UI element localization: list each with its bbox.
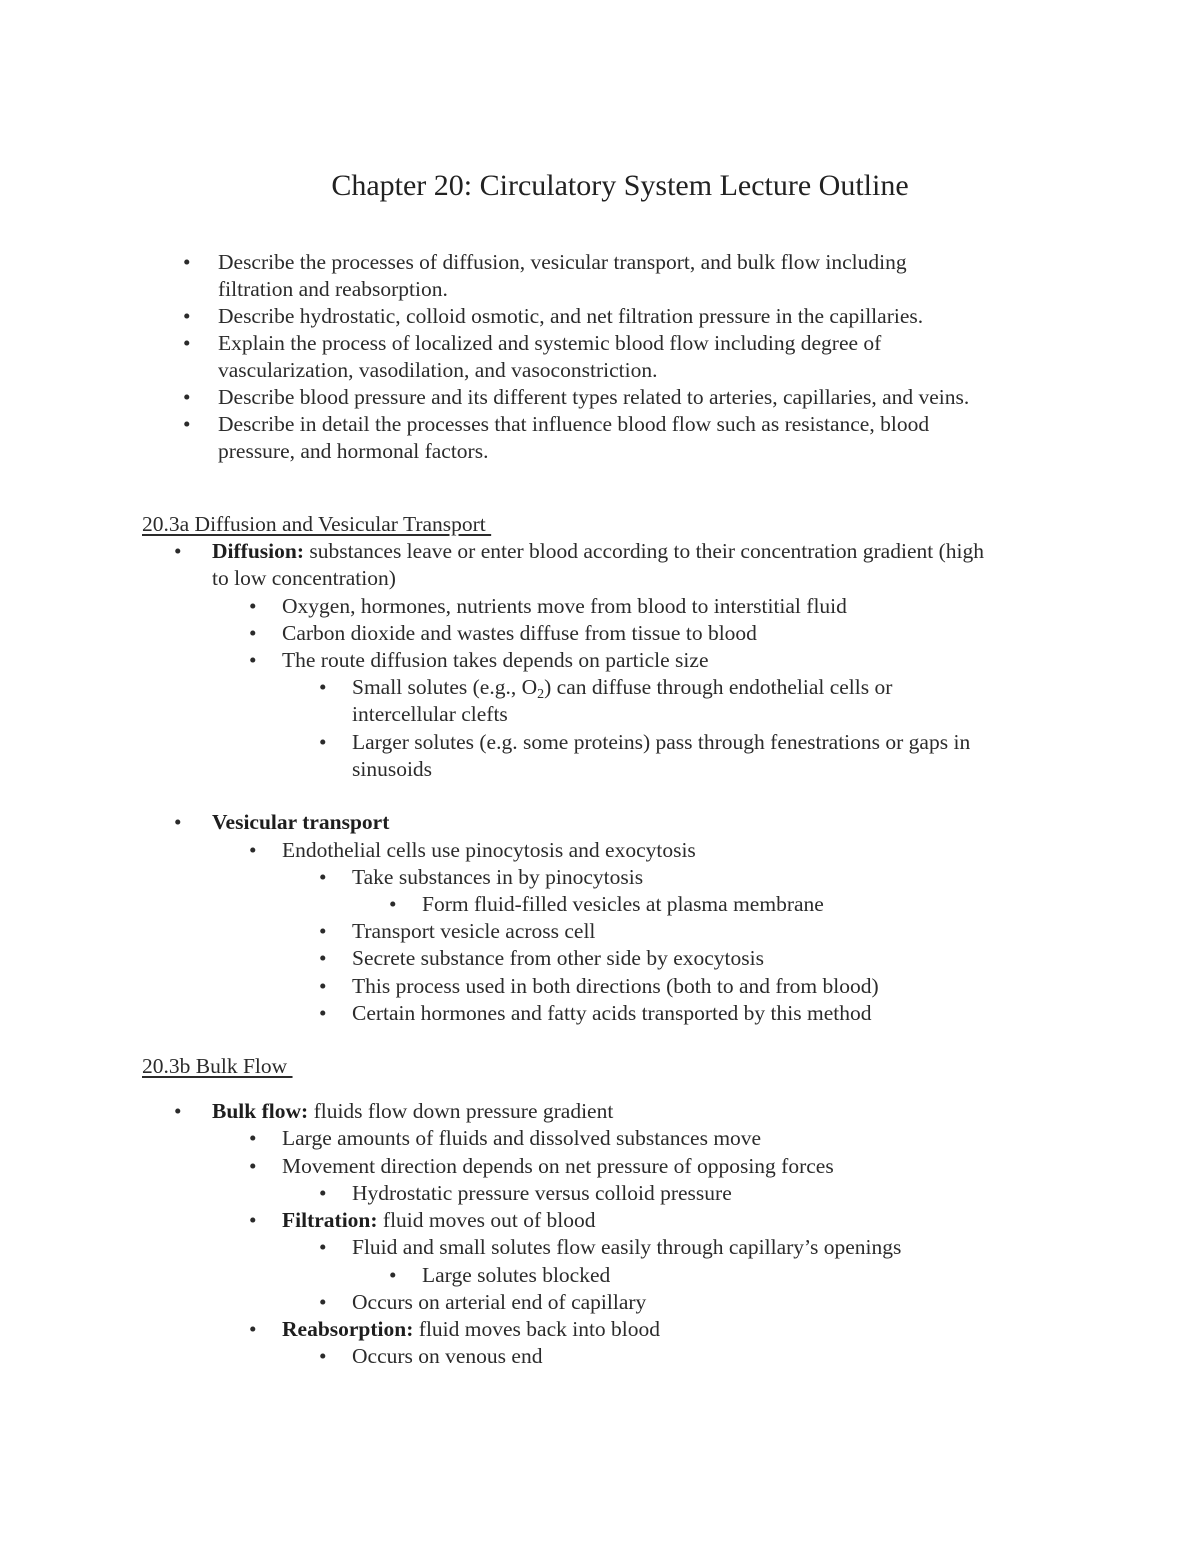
objective-item: • Describe the processes of diffusion, vesicular transport, and bulk flow including filtration and reabsorption.	[180, 249, 1040, 303]
list-item: • Large solutes blocked	[389, 1263, 611, 1287]
list-item-diffusion-cont: to low concentration)	[212, 566, 396, 590]
list-item-reabsorption: • Reabsorption: fluid moves back into blood	[249, 1317, 661, 1341]
objective-item: • Describe in detail the processes that influence blood flow such as resistance, blood pressure, and hormonal factors.	[180, 411, 1040, 465]
objective-item: • Describe blood pressure and its different types related to arteries, capillaries, and veins.	[180, 384, 1040, 411]
list-item-larger-solutes: • Larger solutes (e.g. some proteins) pass through fenestrations or gaps in	[319, 730, 971, 754]
list-item: • Hydrostatic pressure versus colloid pressure	[319, 1181, 732, 1205]
list-item: • This process used in both directions (both to and from blood)	[319, 974, 879, 998]
list-item: • Movement direction depends on net pressure of opposing forces	[249, 1154, 834, 1178]
list-item-bulk-flow: • Bulk flow: fluids flow down pressure gradient	[174, 1099, 614, 1123]
list-item-cont: intercellular clefts	[352, 702, 508, 726]
section-heading-diffusion: 20.3a Diffusion and Vesicular Transport	[142, 512, 492, 536]
list-item: • Fluid and small solutes flow easily through capillary’s openings	[319, 1235, 902, 1259]
list-item: • Transport vesicle across cell	[319, 919, 596, 943]
list-item: • Occurs on arterial end of capillary	[319, 1290, 647, 1314]
objective-item: • Explain the process of localized and systemic blood flow including degree of vascularization, vasodilation, and vasoconstriction.	[180, 330, 1040, 384]
section-heading-bulk-flow: 20.3b Bulk Flow	[142, 1054, 293, 1078]
objectives-list	[180, 249, 1040, 465]
list-item: • The route diffusion takes depends on particle size	[249, 648, 709, 672]
list-item: • Large amounts of fluids and dissolved substances move	[249, 1126, 762, 1150]
page-title: Chapter 20: Circulatory System Lecture Outline	[331, 169, 909, 202]
list-item: • Endothelial cells use pinocytosis and exocytosis	[249, 838, 696, 862]
list-item: • Take substances in by pinocytosis	[319, 865, 644, 889]
list-item: • Carbon dioxide and wastes diffuse from tissue to blood	[249, 621, 757, 645]
list-item: • Secrete substance from other side by exocytosis	[319, 946, 764, 970]
list-item: • Form fluid-filled vesicles at plasma membrane	[389, 892, 824, 916]
list-item: • Oxygen, hormones, nutrients move from blood to interstitial fluid	[249, 594, 847, 618]
list-item-diffusion: • Diffusion: substances leave or enter blood according to their concentration gradient (high	[174, 539, 984, 563]
list-item: • Occurs on venous end	[319, 1344, 543, 1368]
list-item-vesicular: • Vesicular transport	[174, 810, 390, 834]
objective-item: • Describe hydrostatic, colloid osmotic, and net filtration pressure in the capillaries.	[180, 303, 1040, 330]
list-item-small-solutes: • Small solutes (e.g., $O_2$) can diffuse through endothelial cells or	[319, 675, 893, 702]
list-item-filtration: • Filtration: fluid moves out of blood	[249, 1208, 596, 1232]
list-item: • Certain hormones and fatty acids transported by this method	[319, 1001, 872, 1025]
list-item-cont: sinusoids	[352, 757, 433, 781]
